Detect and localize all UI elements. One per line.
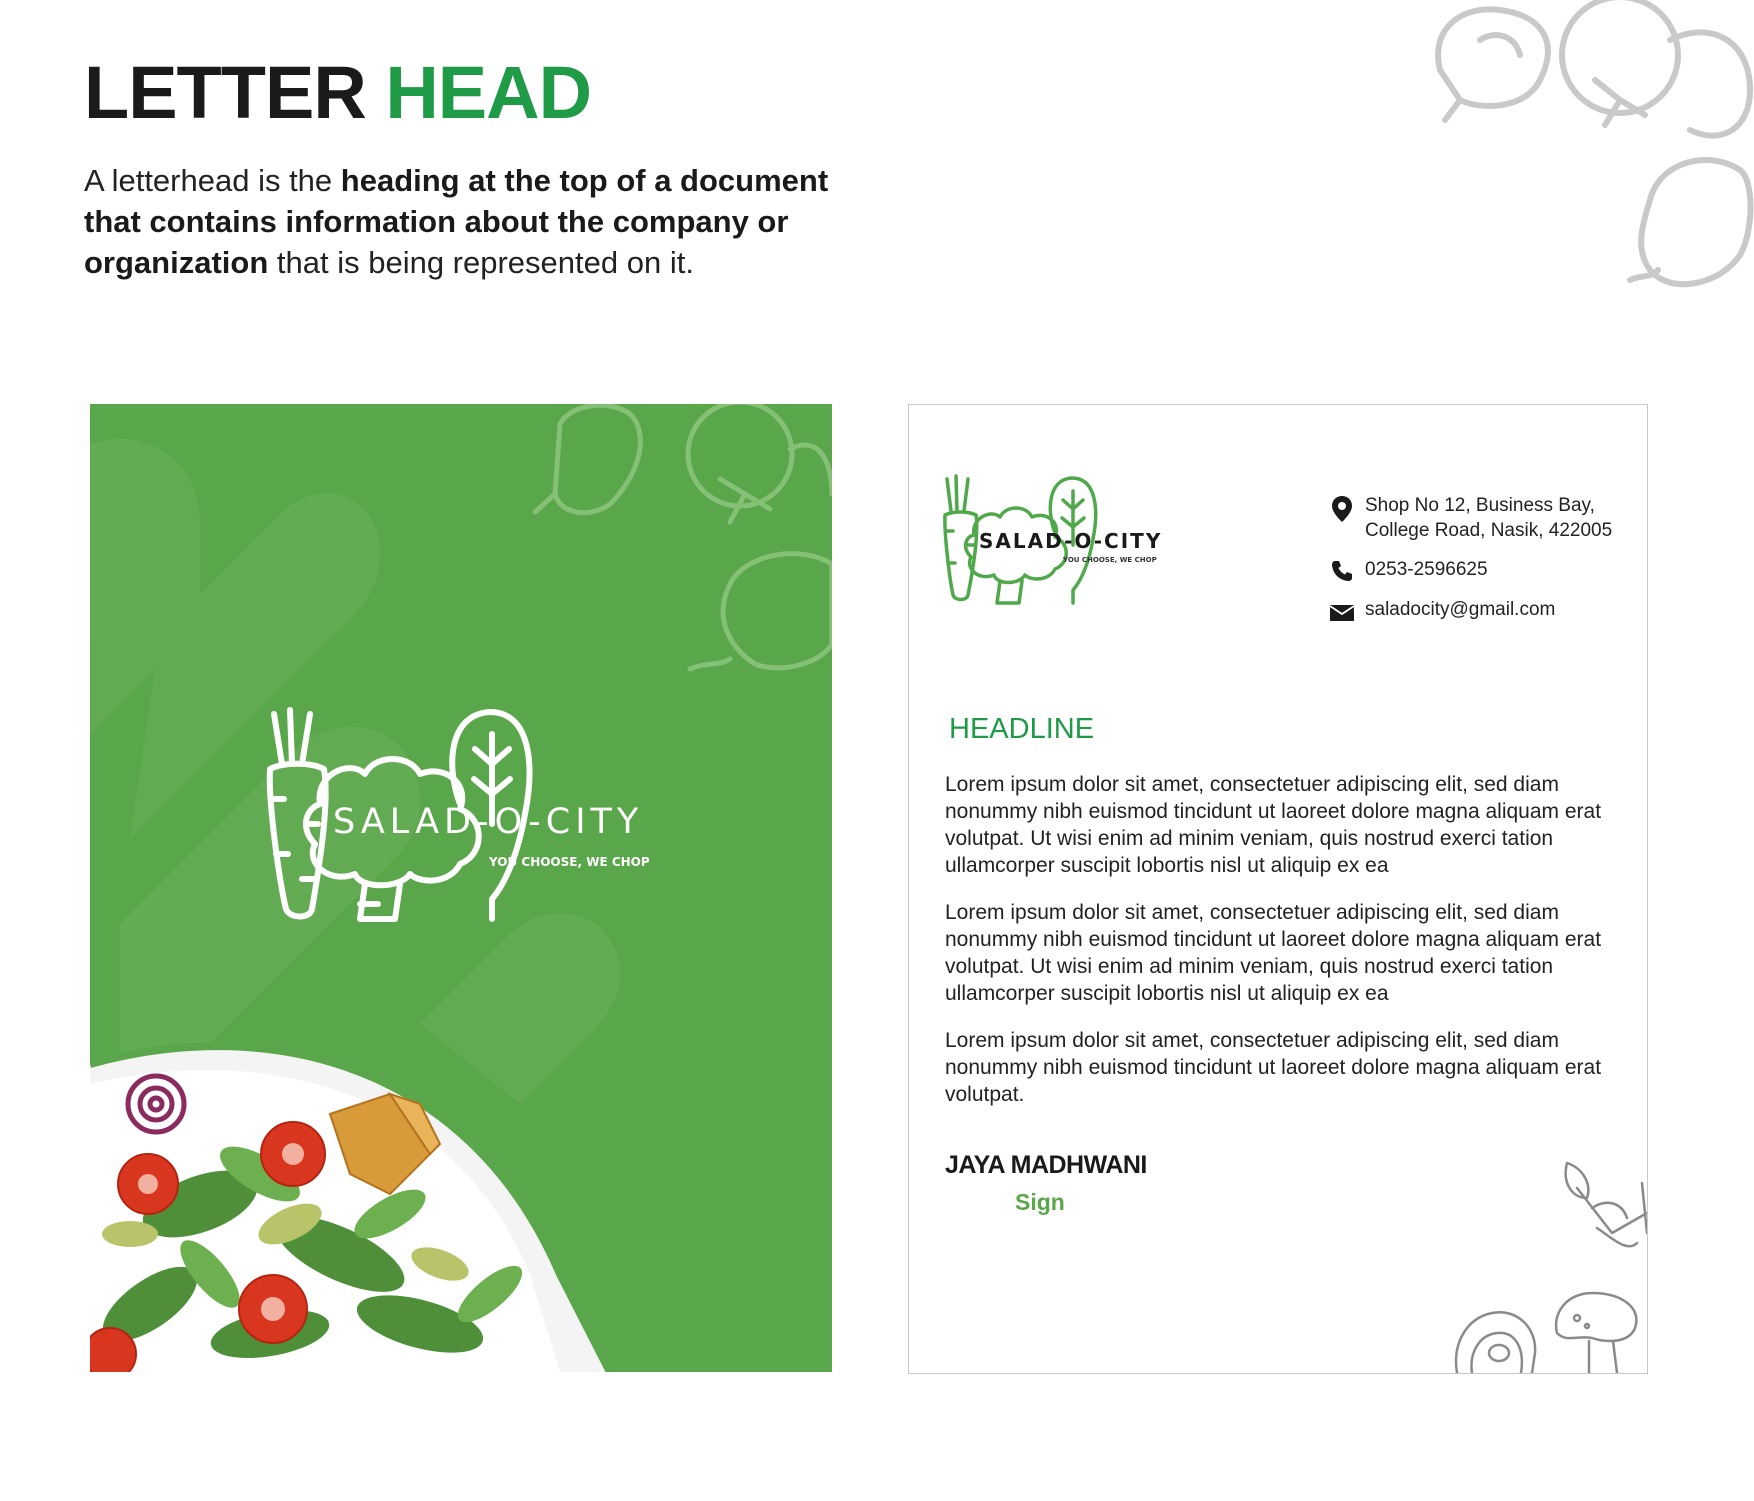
letter-brand-name: SALAD-O-CITY — [979, 529, 1163, 553]
vegetable-outline-icon — [1420, 0, 1754, 310]
letter-tagline: YOU CHOOSE, WE CHOP — [1063, 556, 1157, 564]
contact-address: Shop No 12, Business Bay, College Road, Nasik, 422005 — [1365, 495, 1613, 541]
contact-block — [1319, 493, 1639, 637]
contact-email-row — [1319, 597, 1639, 623]
mail-icon — [1319, 597, 1365, 623]
signer-name: JAYA MADHWANI — [945, 1151, 1147, 1179]
intro-text-1: A letterhead is the — [84, 163, 341, 198]
intro-bold: heading at the top of a document that contains information about the company or organization — [84, 163, 829, 280]
body-paragraph: Lorem ipsum dolor sit amet, consectetuer adipiscing elit, sed diam nonummy nibh euismod tincidunt ut laoreet dolore magna aliquam erat volutpat. — [945, 1029, 1602, 1106]
cover-brand-name: SALAD-O-CITY — [333, 802, 644, 842]
page-title — [84, 50, 591, 135]
location-pin-icon — [1319, 493, 1365, 523]
cover-tagline: YOU CHOOSE, WE CHOP — [489, 855, 650, 869]
letter-body — [945, 771, 1605, 1128]
body-paragraph: Lorem ipsum dolor sit amet, consectetuer adipiscing elit, sed diam nonummy nibh euismod tincidunt ut laoreet dolore magna aliquam erat volutpat. Ut wisi enim ad minim veniam, quis nostrud exerci tation ullamcorper suscipit lobortis nisl ut aliquip ex ea — [945, 773, 1602, 877]
contact-email: saladocity@gmail.com — [1365, 599, 1556, 620]
intro-text-2: that is being represented on it. — [268, 245, 694, 280]
contact-address-row — [1319, 493, 1639, 543]
intro-paragraph — [84, 160, 874, 283]
sign-label: Sign — [1015, 1189, 1065, 1215]
contact-phone-row — [1319, 557, 1639, 583]
letterhead-letter-page — [908, 404, 1648, 1374]
letterhead-cover-page — [90, 404, 832, 1372]
body-paragraph: Lorem ipsum dolor sit amet, consectetuer adipiscing elit, sed diam nonummy nibh euismod tincidunt ut laoreet dolore magna aliquam erat volutpat. Ut wisi enim ad minim veniam, quis nostrud exerci tation ullamcorper suscipit lobortis nisl ut aliquip ex ea — [945, 901, 1602, 1005]
salad-plate-image — [90, 1024, 832, 1372]
vegetable-outline-icon — [1417, 1143, 1647, 1373]
contact-phone: 0253-2596625 — [1365, 559, 1488, 580]
letter-headline: HEADLINE — [949, 713, 1095, 745]
title-word-1: LETTER — [84, 51, 366, 134]
phone-icon — [1319, 557, 1365, 583]
title-word-2: HEAD — [385, 51, 592, 134]
